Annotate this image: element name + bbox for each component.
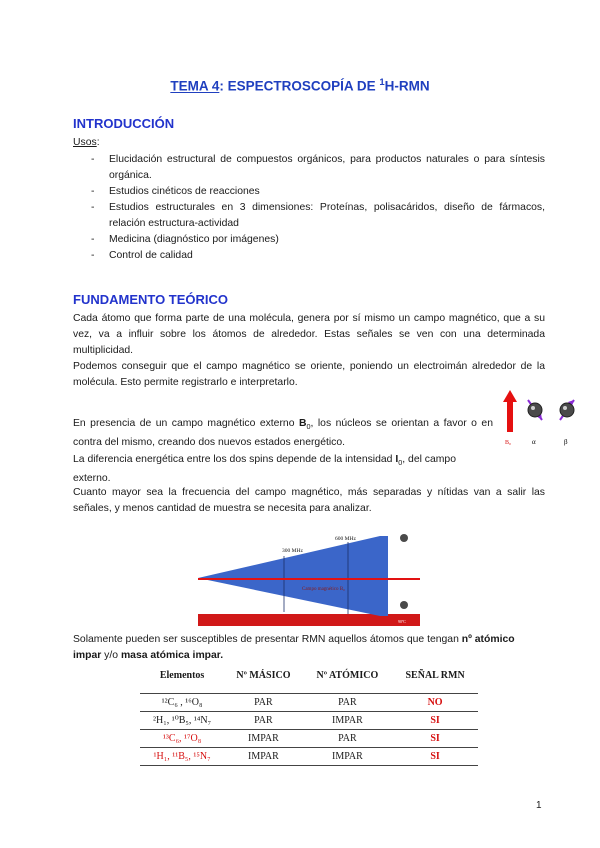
table-row (140, 712, 478, 730)
table-row (140, 694, 478, 712)
paragraph-2: Podemos conseguir que el campo magnético se oriente, poniendo un electroimán alrededor de la molécula. Esto permite registrarlo e interpretarlo. (73, 361, 545, 388)
p3-b0: B (298, 418, 307, 429)
p6-bold-a: nº atómico impar (73, 634, 515, 661)
page-title (0, 77, 600, 94)
usos-label-line (73, 135, 543, 151)
p4-text-a: La diferencia energética entre los dos spins depende de la intensidad (73, 454, 396, 465)
beta-nucleus-icon (560, 403, 574, 417)
cell-masico: PAR (224, 694, 302, 712)
cell-atomico: IMPAR (303, 748, 393, 766)
table-header-row (140, 668, 478, 694)
field-frequency-figure (198, 532, 420, 626)
cell-elementos: ¹H₁, ¹¹B₅, ¹⁵N₇ (140, 748, 224, 766)
p4-text-c: , del campo externo. (73, 454, 456, 485)
b0-label: B₀ (505, 440, 512, 446)
title-rest: : ESPECTROSCOPÍA DE (219, 78, 380, 94)
cell-senal: SI (392, 748, 478, 766)
cell-senal: SI (392, 730, 478, 748)
cell-senal: NO (392, 694, 478, 712)
paragraph-5: Cuanto mayor sea la frecuencia del campo magnético, más separadas y nítidas van a salir las señales, y menos cantidad de muestra se necesita para analizar. (73, 487, 545, 514)
label-300mhz: 300 MHz (282, 548, 303, 554)
p6-text-a: Solamente pueden ser susceptibles de presentar RMN aquellos átomos que tengan (73, 634, 462, 645)
p4-sub: 0 (398, 458, 403, 468)
p6-bold-b: masa atómica impar. (120, 650, 224, 661)
label-600mhz: 600 MHz (335, 536, 356, 542)
upper-nucleus-icon (400, 534, 408, 542)
page-number: 1 (536, 800, 542, 811)
paragraph-4 (73, 452, 493, 487)
cell-senal: SI (392, 712, 478, 730)
paragraph-1: Cada átomo que forma parte de una molécula, genera por sí mismo un campo magnético, que a su vez, va a influir sobre los átomos de alrededor. Estas señales se ven con una determinada multiplicidad. (73, 313, 545, 356)
label-field: Campo magnético B₀ (302, 587, 345, 592)
title-prefix: TEMA 4 (170, 78, 220, 94)
table-row (140, 730, 478, 748)
cell-atomico: PAR (303, 694, 393, 712)
cell-elementos: ¹²C₆ , ¹⁶O₈ (140, 694, 224, 712)
paragraph-6 (73, 632, 545, 664)
table-row (140, 748, 478, 766)
p6-text-c: y/o (101, 650, 121, 661)
list-item: - Medicina (diagnóstico por imágenes) (73, 232, 545, 248)
cell-atomico: IMPAR (303, 712, 393, 730)
title-sup: 1 (379, 77, 385, 88)
list-item: - Estudios cinéticos de reacciones (73, 184, 545, 200)
intro-heading: INTRODUCCIÓN (73, 116, 175, 131)
col-header: Elementos (159, 670, 205, 681)
title-suffix: H-RMN (384, 78, 430, 94)
lower-nucleus-icon (400, 601, 408, 609)
cell-masico: PAR (224, 712, 302, 730)
cell-masico: IMPAR (224, 748, 302, 766)
col-header: SEÑAL RMN (405, 670, 465, 681)
alpha-label: α (532, 438, 536, 446)
col-header: Nº MÁSICO (236, 670, 291, 681)
elements-table (140, 668, 478, 766)
label-corner: 90ºC (398, 619, 406, 624)
list-item: - Estudios estructurales en 3 dimensiones: Proteínas, polisacáridos, diseño de fármacos, relación estructura-actividad (73, 200, 545, 232)
cell-masico: IMPAR (224, 730, 302, 748)
alpha-nucleus-icon (528, 403, 542, 417)
usos-colon: : (96, 137, 100, 148)
usos-label: Usos (73, 137, 97, 148)
beta-label: β (564, 438, 568, 446)
p3-text-c: , los núcleos se orientan a favor o en contra del mismo, creando dos nuevos estados energético. (73, 418, 493, 449)
p4-i0: I (395, 454, 399, 465)
list-item: - Control de calidad (73, 248, 545, 264)
fundamento-heading: FUNDAMENTO TEÓRICO (73, 292, 229, 307)
col-header: Nº ATÓMICO (316, 670, 379, 681)
cell-elementos: ¹³C₆, ¹⁷O₈ (140, 730, 224, 748)
p3-sub: 0 (306, 422, 311, 432)
paragraph-3 (73, 416, 493, 451)
p3-text-a: En presencia de un campo magnético externo (73, 418, 299, 429)
cell-atomico: PAR (303, 730, 393, 748)
usos-list (73, 152, 545, 264)
list-item: - Elucidación estructural de compuestos orgánicos, para productos naturales o para síntesis orgánica. (73, 152, 545, 184)
spin-orientation-figure (500, 386, 590, 448)
b0-arrow-icon (503, 390, 517, 432)
cell-elementos: ²H₁, ¹⁰B₅, ¹⁴N₇ (140, 712, 224, 730)
